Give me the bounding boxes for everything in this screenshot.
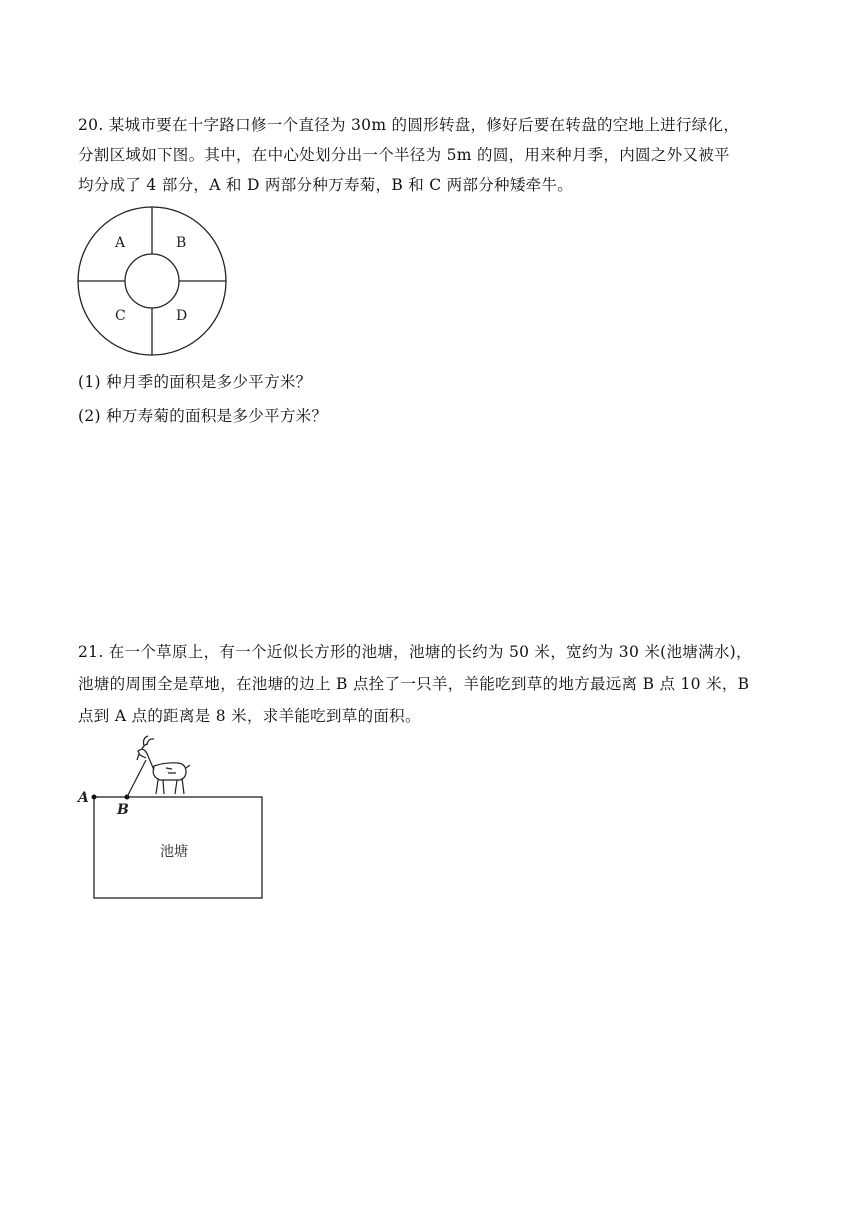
question-20-sub-1: (1) 种月季的面积是多少平方米？ <box>78 373 312 391</box>
question-20-line-2: 分割区域如下图。其中，在中心处划分出一个半径为 5m 的圆，用来种月季，内圆之外又被平 <box>78 146 730 164</box>
point-a-label: A <box>78 790 89 806</box>
question-21-line-3: 点到 A 点的距离是 8 米，求羊能吃到草的面积。 <box>78 707 421 725</box>
point-b-label: B <box>117 802 129 818</box>
question-20-sub-2: (2) 种万寿菊的面积是多少平方米？ <box>78 407 328 425</box>
rope-line <box>127 760 146 797</box>
region-label-b: B <box>176 235 187 251</box>
region-label-a: A <box>115 235 126 251</box>
region-label-d: D <box>176 308 188 324</box>
pond-label: 池塘 <box>160 844 188 860</box>
question-21-line-2: 池塘的周围全是草地，在池塘的边上 B 点拴了一只羊，羊能吃到草的地方最远离 B 点 10 米，B <box>78 675 750 693</box>
question-20-line-3: 均分成了 4 部分，A 和 D 两部分种万寿菊，B 和 C 两部分种矮牵牛。 <box>78 176 574 194</box>
question-20-line-1: 20. 某城市要在十字路口修一个直径为 30m 的圆形转盘，修好后要在转盘的空地上进行绿化， <box>78 116 740 134</box>
point-a-dot <box>92 795 97 800</box>
question-21-line-1: 21. 在一个草原上，有一个近似长方形的池塘，池塘的长约为 50 米，宽约为 30 米(池塘满水)， <box>78 643 752 661</box>
pond-diagram <box>74 732 268 902</box>
region-label-c: C <box>115 308 126 324</box>
inner-circle <box>125 254 179 308</box>
goat-icon <box>137 736 190 794</box>
roundabout-diagram <box>74 203 232 359</box>
